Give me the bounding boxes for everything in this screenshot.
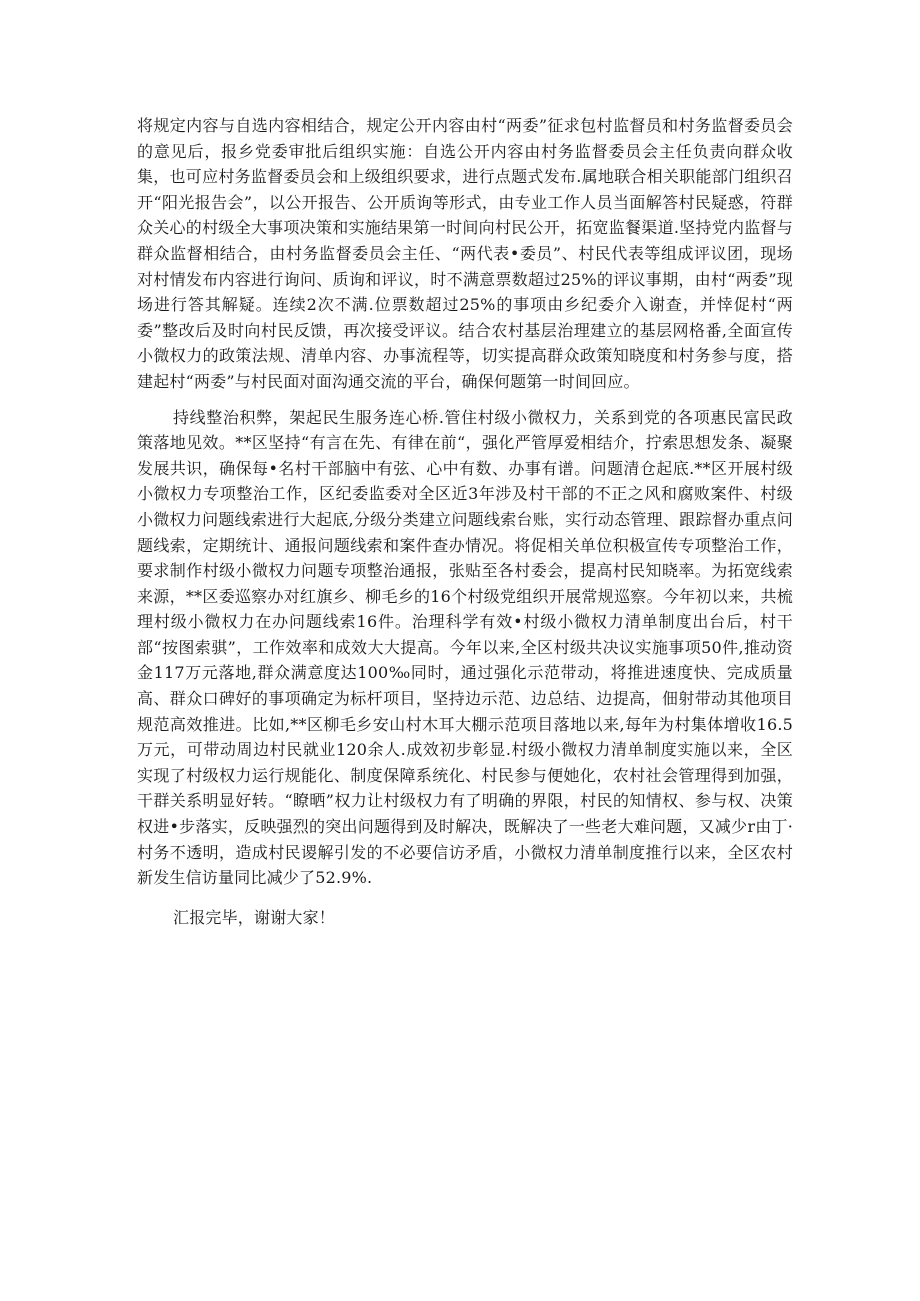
document-body: [137, 113, 793, 940]
paragraph-transparency-measures: 将规定内容与自选内容相结合，规定公开内容由村“两委”征求包村监督员和村务监督委员会的意见后，报乡党委审批后组织实施：自选公开内容由村务监督委员会主任负责向群众收集，也可应村务监督委员会和上级组织要求，进行点题式发布.属地联合相关职能部门组织召开“阳光报告会”，以公开报告、公开质询等形式，由专业工作人员当面解答村民疑惑，符群众关心的村级全大事项决策和实施结果第一时间向村民公开，拓宽监餐渠道.坚持党内监督与群众监督相结合，由村务监督委员会主任、“两代表•委员”、村民代表等组成评议团，现场对村情发布内容进行询问、质询和评议，时不满意票数超过25%的评议事期，由村“两委”现场进行答其解疑。连续2次不满.位票数超过25%的事项由乡纪委介入谢查，并悻促村“两委”整改后及时向村民反馈，再次接受评议。结合农村基层治理建立的基层网格番,全面宣传小微权力的政策法规、清单内容、办事流程等，切实提高群众政策知晓度和村务参与度，搭建起村“两委”与村民面对面沟通交流的平台，确保何题第一时间回应。: [137, 116, 793, 391]
paragraph-closing-remark: 汇报完毕，谢谢大家！: [173, 907, 336, 927]
paragraph-rectification-work: 持线整治积弊，架起民生服务连心桥.管住村级小微权力，关系到党的各项惠民富民政策落地见效。**区坚持“有言在先、有律在前“，强化严管厚爱相结介，拧索思想发条、凝聚发展共识，确保每•名村干部脑中有弦、心中有数、办事有谱。问题清仓起底.**区开展村级小微权力专项整治工作，区纪委监委对全区近3年涉及村干部的不正之风和腐败案件、村级小微权力问题线索进行大起底,分级分类建立问题线索台账，实行动态管理、跟踪督办重点问题线索，定期统计、通报问题线索和案件查办情况。将促相关单位积极宣传专项整治工作，要求制作村级小微权力问题专项整治通报，张贴至各村委会，提高村民知晓率。为拓宽线索来源，**区委巡察办对红旗乡、柳毛乡的16个村级党组织开展常规巡察。今年初以来，共梳理村级小微权力在办问题线索16件。治理科学有效•村级小微权力清单制度出台后，村干部“按图索骐”，工作效率和成效大大提高。今年以来,全区村级共决议实施事项50件,推动资金117万元落地,群众满意度达100‰同时，通过强化示范带动，将推进速度快、完成质量高、群众口碑好的事项确定为标杆项目，坚持边示范、边总结、边提高，佃射带动其他项目规范高效推进。比如,**区柳毛乡安山村木耳大棚示范项目落地以来,每年为村集体增收16.5万元，可带动周边村民就业120余人.成效初步彰显.村级小微权力清单制度实施以来，全区实现了村级权力运行规能化、制度保障系统化、村民参与便她化，农村社会管理得到加强，干群关系明显好转。“瞭晒”权力让村级权力有了明确的界限，村民的知情权、参与权、决策权进•步落实，反映强烈的突出问题得到及时解决，既解决了一些老大难问题，又减少r由丁·村务不透明，造成村民谡解引发的不必要信访矛盾，小微权力清单制度推行以来，全区农村新发生信访量同比减少了52.9%.: [137, 407, 793, 888]
